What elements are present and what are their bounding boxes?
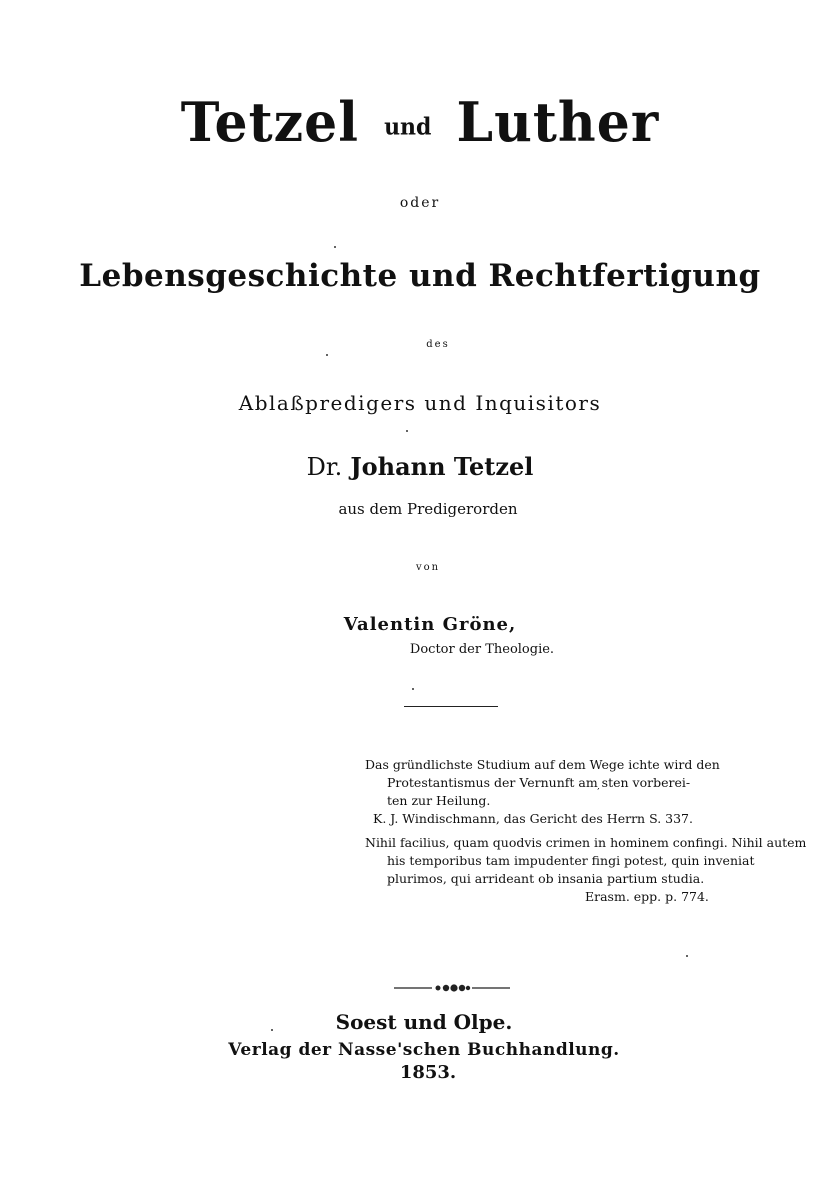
epigraph-2-line-1: Nihil facilius, quam quodvis crimen in hominem confingi. Nihil autem <box>365 835 807 850</box>
von-text: von <box>415 562 441 573</box>
print-speck <box>271 1029 273 1031</box>
oder-text: oder <box>399 195 441 211</box>
subtitle: Lebensgeschichte und Rechtfertigung <box>79 258 761 294</box>
author-title: Doctor der Theologie. <box>409 642 555 657</box>
main-title-conjunction: und <box>384 113 432 141</box>
main-title-left: Tetzel <box>180 90 359 155</box>
main-title <box>0 90 840 154</box>
imprint-place: Soest und Olpe. <box>335 1010 513 1034</box>
des-text: des <box>426 339 450 350</box>
imprint-year: 1853. <box>399 1062 457 1083</box>
print-speck <box>334 246 336 248</box>
subject-name <box>0 452 840 481</box>
ablass-line: Ablaßpredigers und Inquisitors <box>238 391 602 415</box>
name-prefix: Dr. <box>306 453 343 481</box>
epigraph-1-citation: K. J. Windischmann, das Gericht des Herrn S. 337. <box>373 811 693 826</box>
print-speck <box>412 688 414 690</box>
name-text: Johann Tetzel <box>350 452 534 481</box>
order-line: aus dem Predigerorden <box>338 500 518 518</box>
print-speck <box>686 955 688 957</box>
ornament-divider <box>392 982 512 994</box>
epigraph-2-line-3: plurimos, qui arrideant ob insania partium studia. <box>387 871 705 886</box>
epigraph-1-line-3: ten zur Heilung. <box>387 793 491 808</box>
epigraph-1-line-1: Das gründlichste Studium auf dem Wege ichte wird den <box>365 757 720 772</box>
print-speck <box>406 430 408 432</box>
epigraph-2 <box>365 834 807 906</box>
divider-rule <box>404 706 498 707</box>
author-name: Valentin Gröne, <box>343 614 517 635</box>
print-speck <box>326 354 328 356</box>
epigraph-2-citation: Erasm. epp. p. 774. <box>585 889 709 904</box>
epigraph-2-line-2: his temporibus tam impudenter fingi potest, quin inveniat <box>387 853 755 868</box>
epigraph-1-line-2: Protestantismus der Vernunft am ̦sten vorberei- <box>387 775 691 790</box>
imprint-publisher: Verlag der Nasse'schen Buchhandlung. <box>228 1040 620 1060</box>
main-title-right: Luther <box>456 90 660 155</box>
epigraph-1 <box>365 756 725 828</box>
ornament-icon <box>392 982 512 994</box>
